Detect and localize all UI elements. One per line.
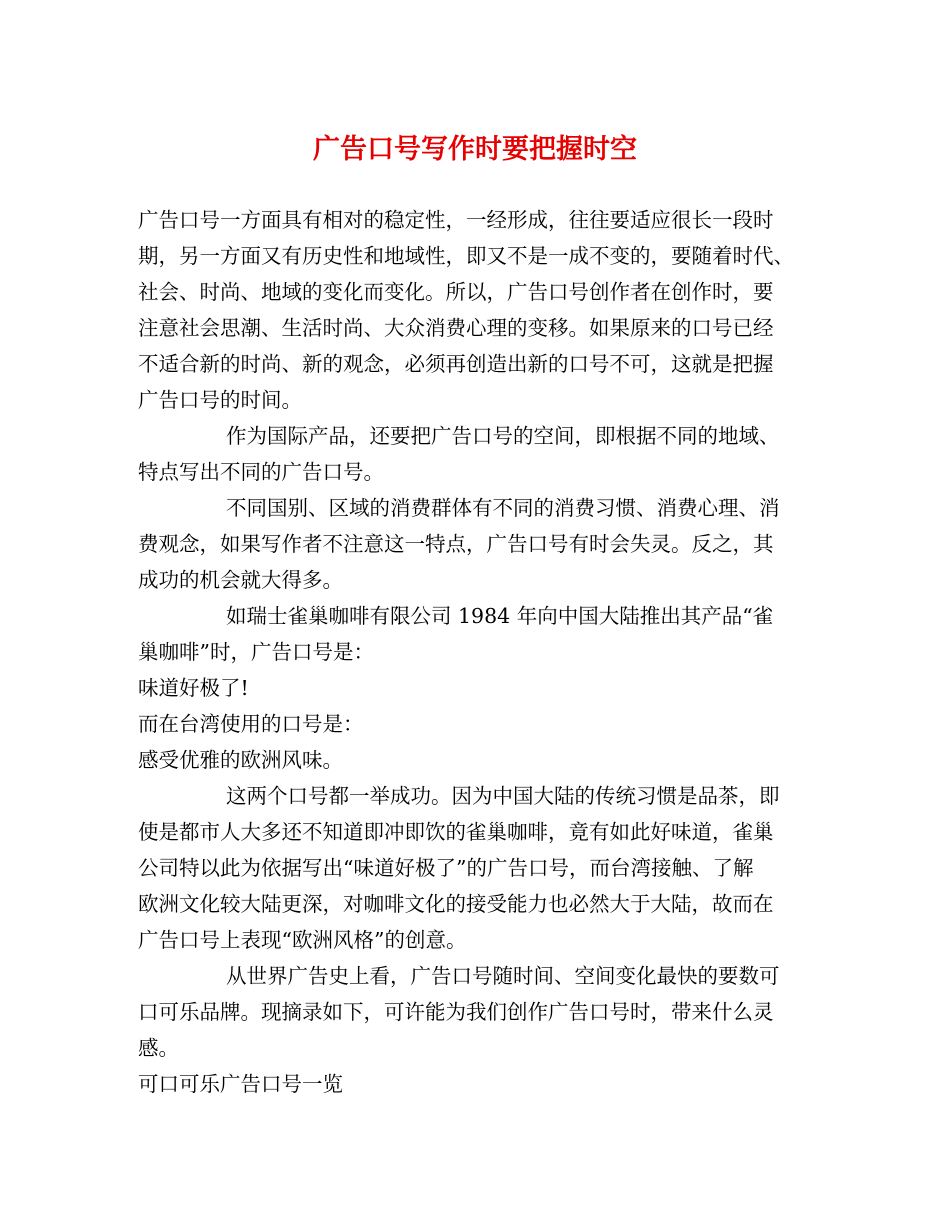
body-line: 巢咖啡”时，广告口号是：	[138, 640, 374, 664]
body-line: 欧洲文化较大陆更深，对咖啡文化的接受能力也必然大于大陆，故而在	[138, 892, 774, 916]
body-line: 这两个口号都一举成功。因为中国大陆的传统习惯是品茶，即	[226, 784, 780, 808]
body-line: 广告口号一方面具有相对的稳定性，一经形成，往往要适应很长一段时	[138, 208, 774, 232]
body-line: 期，另一方面又有历史性和地域性，即又不是一成不变的，要随着时代、	[138, 244, 794, 268]
body-line: 而在台湾使用的口号是：	[138, 712, 364, 736]
body-line: 成功的机会就大得多。	[138, 568, 343, 592]
body-line: 感。	[138, 1036, 179, 1060]
body-line: 广告口号的时间。	[138, 388, 302, 412]
body-line: 公司特以此为依据写出“味道好极了”的广告口号，而台湾接触、了解	[138, 856, 754, 880]
body-line: 作为国际产品，还要把广告口号的空间，即根据不同的地域、	[226, 424, 780, 448]
document-body	[138, 202, 828, 1102]
body-line: 可口可乐广告口号一览	[138, 1072, 343, 1096]
body-line: 社会、时尚、地域的变化而变化。所以，广告口号创作者在创作时，要	[138, 280, 774, 304]
body-line: 不同国别、区域的消费群体有不同的消费习惯、消费心理、消	[226, 496, 780, 520]
body-line: 口可乐品牌。现摘录如下，可许能为我们创作广告口号时，带来什么灵	[138, 1000, 774, 1024]
body-line: 注意社会思潮、生活时尚、大众消费心理的变移。如果原来的口号已经	[138, 316, 774, 340]
page-title: 广告口号写作时要把握时空	[313, 134, 637, 165]
body-line: 感受优雅的欧洲风味。	[138, 748, 343, 772]
body-line: 如瑞士雀巢咖啡有限公司 1984 年向中国大陆推出其产品“雀	[226, 604, 774, 628]
body-line: 味道好极了!	[138, 676, 249, 700]
body-line: 费观念，如果写作者不注意这一特点，广告口号有时会失灵。反之，其	[138, 532, 774, 556]
body-line: 从世界广告史上看，广告口号随时间、空间变化最快的要数可	[226, 964, 780, 988]
body-line: 广告口号上表现“欧洲风格”的创意。	[138, 928, 467, 952]
body-line: 使是都市人大多还不知道即冲即饮的雀巢咖啡，竟有如此好味道，雀巢	[138, 820, 774, 844]
body-line: 不适合新的时尚、新的观念，必须再创造出新的口号不可，这就是把握	[138, 352, 774, 376]
body-line: 特点写出不同的广告口号。	[138, 460, 384, 484]
